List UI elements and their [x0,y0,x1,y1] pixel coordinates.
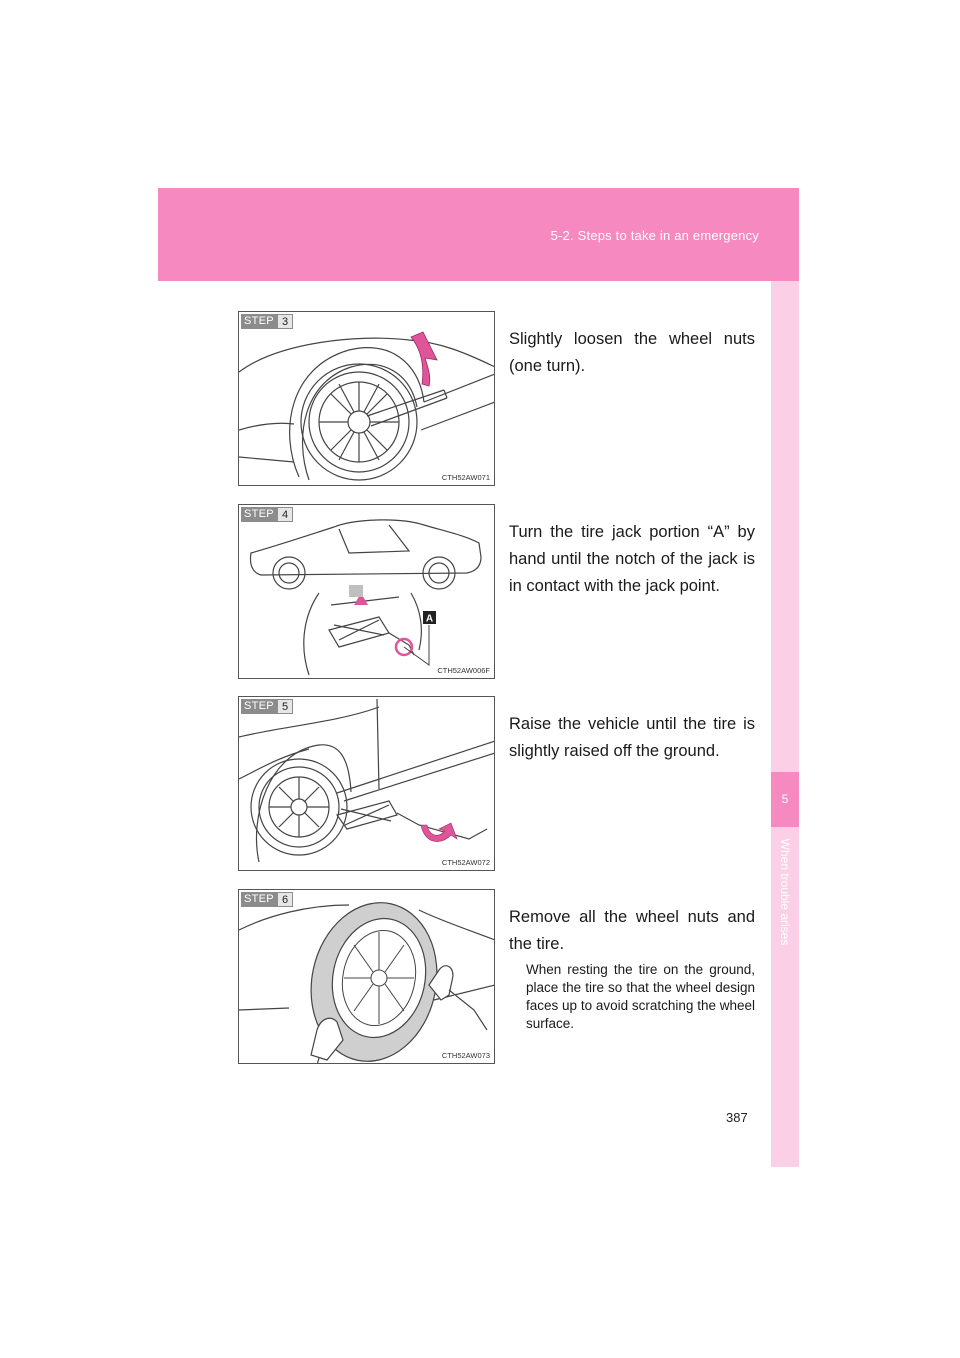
tire-removal-drawing [239,890,495,1064]
step-3-illustration [238,311,495,486]
step-label: STEP [241,892,277,907]
side-chapter-strip [771,281,799,1167]
callout-label: A [425,613,434,625]
vehicle-raising-drawing [239,697,495,871]
step-label: STEP [241,314,277,329]
jack-positioning-drawing [239,505,495,679]
step-4-illustration [238,504,495,679]
step-label: STEP [241,699,277,714]
step-6-note: When resting the tire on the ground, place the tire so that the wheel design faces up to avoid scratching the wheel surface. [526,962,755,1031]
step-5-text: Raise the vehicle until the tire is slightly raised off the ground. [509,715,755,760]
step-number: 6 [277,892,293,907]
chapter-tab[interactable] [771,772,799,827]
header-band [158,188,799,281]
step-6-text: Remove all the wheel nuts and the tire. [509,908,755,953]
page-number: 387 [726,1110,748,1125]
step-badge [241,314,293,329]
step-number: 4 [277,507,293,522]
step-badge [241,699,293,714]
figure-code: CTH52AW072 [441,858,490,867]
step-label: STEP [241,507,277,522]
step-4-text: Turn the tire jack portion “A” by hand until the notch of the jack is in contact with the jack point. [509,523,755,595]
figure-code: CTH52AW071 [441,473,490,482]
figure-code: CTH52AW006F [437,666,490,675]
figure-code: CTH52AW073 [441,1051,490,1060]
step-badge [241,892,293,907]
chapter-title: When trouble arises [778,838,792,946]
step-number: 5 [277,699,293,714]
chapter-title-label [772,832,798,952]
section-title: 5-2. Steps to take in an emergency [550,228,759,243]
step-number: 3 [277,314,293,329]
wheel-nut-wrench-drawing [239,312,495,486]
step-3-text: Slightly loosen the wheel nuts (one turn). [509,330,755,375]
step-badge [241,507,293,522]
step-6-illustration [238,889,495,1064]
step-5-illustration [238,696,495,871]
chapter-number: 5 [781,792,789,806]
